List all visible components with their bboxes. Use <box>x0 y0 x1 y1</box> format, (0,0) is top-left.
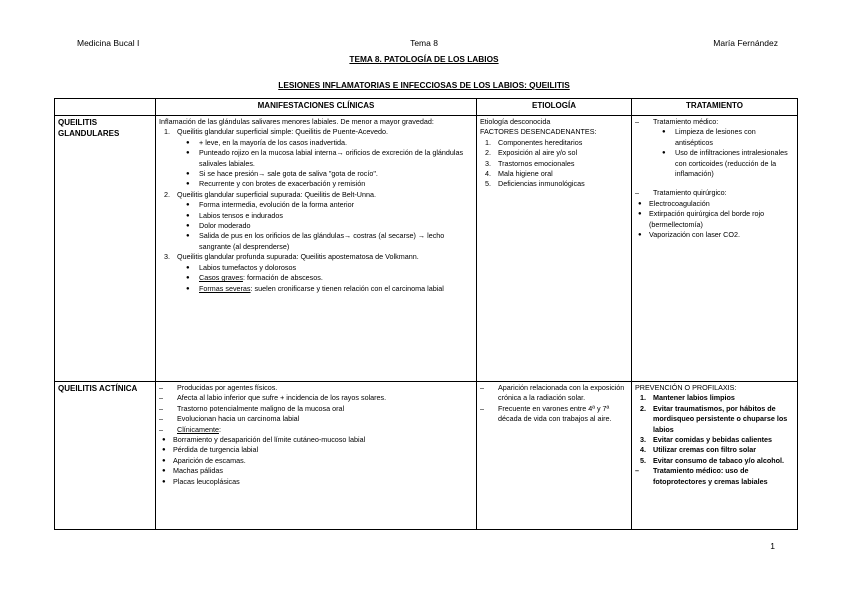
list-item: ● Labios tumefactos y dolorosos <box>177 263 473 273</box>
list-item: – Aparición relacionada con la exposición crónica a la radiación solar. <box>480 383 628 404</box>
table-header-empty <box>55 99 156 116</box>
list-item: ● Recurrente y con brotes de exacerbación y remisión <box>177 179 473 189</box>
page-title: TEMA 8. PATOLOGÍA DE LOS LABIOS <box>349 54 499 64</box>
list-item: 2. Queilitis glandular superficial supurada: Queilitis de Belt-Unna. ● Forma intermedia, evolución de la forma anterior ● Labios tensos e indurados ● Dolor moderado ● Salida de pus en los orificios de las glándulas→ costras (al secarse) → lecho sangrante (al desprenderse) <box>159 190 473 252</box>
list-item: ● Dolor moderado <box>177 221 473 231</box>
dash-list <box>635 117 794 179</box>
numbered-list <box>159 127 473 294</box>
list-item: 4. Mala higiene oral <box>485 169 553 179</box>
manifestaciones-cell <box>156 382 477 530</box>
table-header-row <box>55 99 798 116</box>
list-item: 4. Utilizar cremas con filtro solar <box>640 445 757 455</box>
list-item: 3. Queilitis glandular profunda supurada: Queilitis apostematosa de Volkmann. ● Labios tumefactos y dolorosos ● Casos graves: formación de abscesos. ● Formas severas: suelen cronificarse y tienen relación con el carcinoma labial <box>159 252 473 294</box>
page-number: 1 <box>770 541 775 551</box>
list-item: 1. Mantener labios limpios <box>640 393 735 403</box>
table-row <box>55 382 798 530</box>
header-topic: Tema 8 <box>410 38 438 48</box>
list-item: – Afecta al labio inferior que sufre + incidencia de los rayos solares. <box>159 393 473 403</box>
list-item: ● Extirpación quirúrgica del borde rojo (bermellectomía) <box>635 209 794 230</box>
list-item: – Clínicamente: <box>159 425 473 435</box>
etiologia-heading: FACTORES DESENCADENANTES: <box>480 127 597 137</box>
list-item: ● Borramiento y desaparición del límite cutáneo-mucoso labial <box>159 435 473 445</box>
list-item: ● Vaporización con laser CO2. <box>635 230 794 240</box>
list-item: – Tratamiento médico: ● Limpieza de lesiones con antisépticos ● Uso de infiltraciones intralesionales con corticoides (reducción de la inflamación) <box>635 117 794 179</box>
table-header-cell: TRATAMIENTO <box>632 99 798 116</box>
list-item: ● Pérdida de turgencia labial <box>159 445 473 455</box>
manifestaciones-cell <box>156 116 477 382</box>
row-label: QUEILITIS GLANDULARES <box>55 116 156 382</box>
header-subject: Medicina Bucal I <box>77 38 140 48</box>
list-item: – Frecuente en varones entre 4ª y 7ª década de vida con trabajos al aire. <box>480 404 628 425</box>
tratamiento-cell <box>632 116 798 382</box>
bullet-list <box>159 435 473 487</box>
list-item: ● Casos graves: formación de abscesos. <box>177 273 473 283</box>
list-item: ● Punteado rojizo en la mucosa labial interna→ orificios de excreción de la glándulas salivales labiales. <box>177 148 473 169</box>
list-item: – Trastorno potencialmente maligno de la mucosa oral <box>159 404 473 414</box>
list-item: – Tratamiento quirúrgico: <box>635 188 794 198</box>
dash-list <box>635 466 794 487</box>
list-item: ● Forma intermedia, evolución de la forma anterior <box>177 200 473 210</box>
list-item: ● Si se hace presión→ sale gota de saliva "gota de rocío". <box>177 169 473 179</box>
list-item: 2. Exposición al aire y/o sol <box>485 148 578 158</box>
etiologia-cell <box>477 382 632 530</box>
list-item: ● Formas severas: suelen cronificarse y tienen relación con el carcinoma labial <box>177 284 473 294</box>
list-item: ● Uso de infiltraciones intralesionales con corticoides (reducción de la inflamación) <box>653 148 794 179</box>
table-row <box>55 116 798 382</box>
etiologia-cell <box>477 116 632 382</box>
list-item: – Producidas por agentes físicos. <box>159 383 473 393</box>
list-item: ● Labios tensos e indurados <box>177 211 473 221</box>
list-item: ● Limpieza de lesiones con antisépticos <box>653 127 794 148</box>
list-item: 5. Deficiencias inmunológicas <box>485 179 585 189</box>
intro-text: Inflamación de las glándulas salivares menores labiales. De menor a mayor gravedad: <box>159 117 434 126</box>
list-item: 1. Componentes hereditarios <box>485 137 583 147</box>
list-item: ● Aparición de escamas. <box>159 456 473 466</box>
table-header-cell: MANIFESTACIONES CLÍNICAS <box>156 99 477 116</box>
list-item: ● Placas leucoplásicas <box>159 477 473 487</box>
dash-list <box>159 383 473 435</box>
row-label: QUEILITIS ACTÍNICA <box>55 382 156 530</box>
list-item: 1. Queilitis glandular superficial simple: Queilitis de Puente-Acevedo. ● + leve, en la mayoría de los casos inadvertida. ● Punteado rojizo en la mucosa labial interna→ orificios de excreción de la glándulas salivales labiales. ● Si se hace presión→ sale gota de saliva "gota de rocío". ● Recurrente y con brotes de exacerbación y remisión <box>159 127 473 189</box>
list-item: 5. Evitar consumo de tabaco y/o alcohol. <box>640 455 785 465</box>
page-subtitle: LESIONES INFLAMATORIAS E INFECCIOSAS DE LOS LABIOS: QUEILITIS <box>278 80 570 90</box>
list-item: ● + leve, en la mayoría de los casos inadvertida. <box>177 138 473 148</box>
prevention-heading: PREVENCIÓN O PROFILAXIS: <box>635 383 737 392</box>
list-item: ● Salida de pus en los orificios de las glándulas→ costras (al secarse) → lecho sangrante (al desprenderse) <box>177 231 473 252</box>
numbered-list <box>480 138 628 190</box>
list-item: ● Electrocoagulación <box>635 199 794 209</box>
tratamiento-cell <box>632 382 798 530</box>
dash-list <box>635 188 794 198</box>
list-item: – Tratamiento médico: uso de fotoprotectores y cremas labiales <box>635 466 794 487</box>
bullet-list <box>635 199 794 241</box>
list-item: 2. Evitar traumatismos, por hábitos de mordisqueo persistente o chuparse los labios <box>640 403 788 434</box>
list-item: 3. Trastornos emocionales <box>485 158 575 168</box>
queilitis-table <box>54 98 798 530</box>
list-item: ● Machas pálidas <box>159 466 473 476</box>
etiologia-text: Etiología desconocida <box>480 117 551 126</box>
list-item: 3. Evitar comidas y bebidas calientes <box>640 435 773 445</box>
table-header-cell: ETIOLOGÍA <box>477 99 632 116</box>
dash-list <box>480 383 628 425</box>
list-item: – Evolucionan hacia un carcinoma labial <box>159 414 473 424</box>
numbered-list <box>635 393 794 466</box>
header-author: María Fernández <box>713 38 778 48</box>
